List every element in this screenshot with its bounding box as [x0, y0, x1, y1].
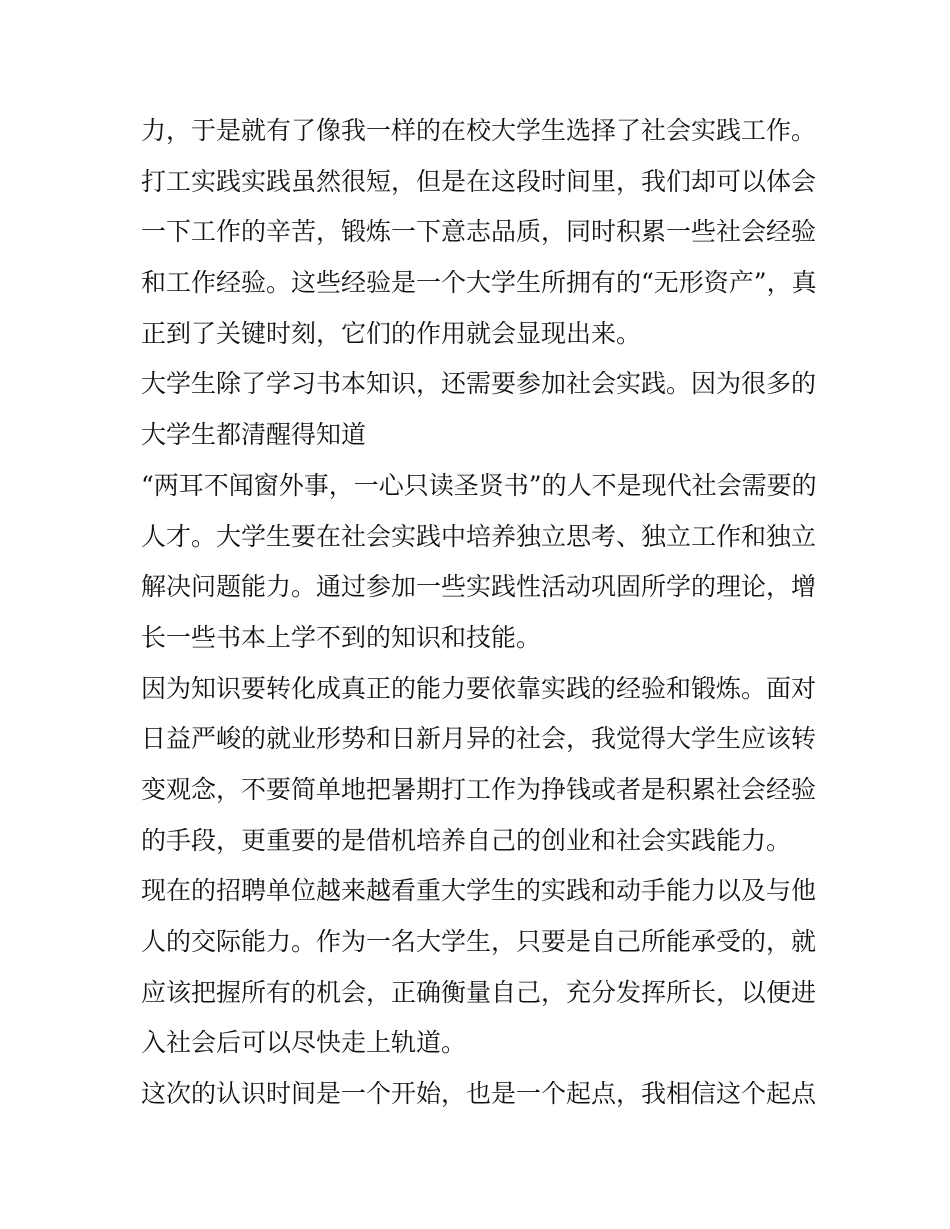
text-line: “两耳不闻窗外事，一心只读圣贤书”的人不是现代社会需要的 [141, 470, 817, 500]
text-line: 的手段，更重要的是借机培养自己的创业和社会实践能力。 [141, 825, 792, 855]
text-line: 现在的招聘单位越来越看重大学生的实践和动手能力以及与他 [141, 876, 817, 906]
text-line: 长一些书本上学不到的知识和技能。 [141, 622, 542, 652]
text-line: 入社会后可以尽快走上轨道。 [141, 1028, 467, 1058]
text-line: 人的交际能力。作为一名大学生，只要是自己所能承受的，就 [141, 927, 817, 956]
document-body [141, 106, 821, 1120]
text-line: 正到了关键时刻，它们的作用就会显现出来。 [141, 318, 642, 348]
text-line: 大学生除了学习书本知识，还需要参加社会实践。因为很多的 [141, 369, 817, 399]
text-line: 一下工作的辛苦，锻炼一下意志品质，同时积累一些社会经验 [141, 217, 817, 247]
text-line: 这次的认识时间是一个开始，也是一个起点，我相信这个起点 [141, 1079, 817, 1109]
text-line: 因为知识要转化成真正的能力要依靠实践的经验和锻炼。面对 [141, 673, 817, 703]
text-line: 打工实践实践虽然很短，但是在这段时间里，我们却可以体会 [141, 166, 817, 196]
text-line: 解决问题能力。通过参加一些实践性活动巩固所学的理论，增 [141, 572, 817, 602]
text-line: 变观念，不要简单地把暑期打工作为挣钱或者是积累社会经验 [141, 774, 817, 804]
text-line: 和工作经验。这些经验是一个大学生所拥有的“无形资产”，真 [141, 268, 817, 298]
text-line: 人才。大学生要在社会实践中培养独立思考、独立工作和独立 [141, 521, 817, 551]
text-line: 大学生都清醒得知道 [141, 420, 367, 450]
text-line: 应该把握所有的机会，正确衡量自己，充分发挥所长，以便进 [141, 977, 817, 1007]
text-line: 日益严峻的就业形势和日新月异的社会，我觉得大学生应该转 [141, 724, 817, 754]
text-line: 力，于是就有了像我一样的在校大学生选择了社会实践工作。 [141, 116, 817, 145]
